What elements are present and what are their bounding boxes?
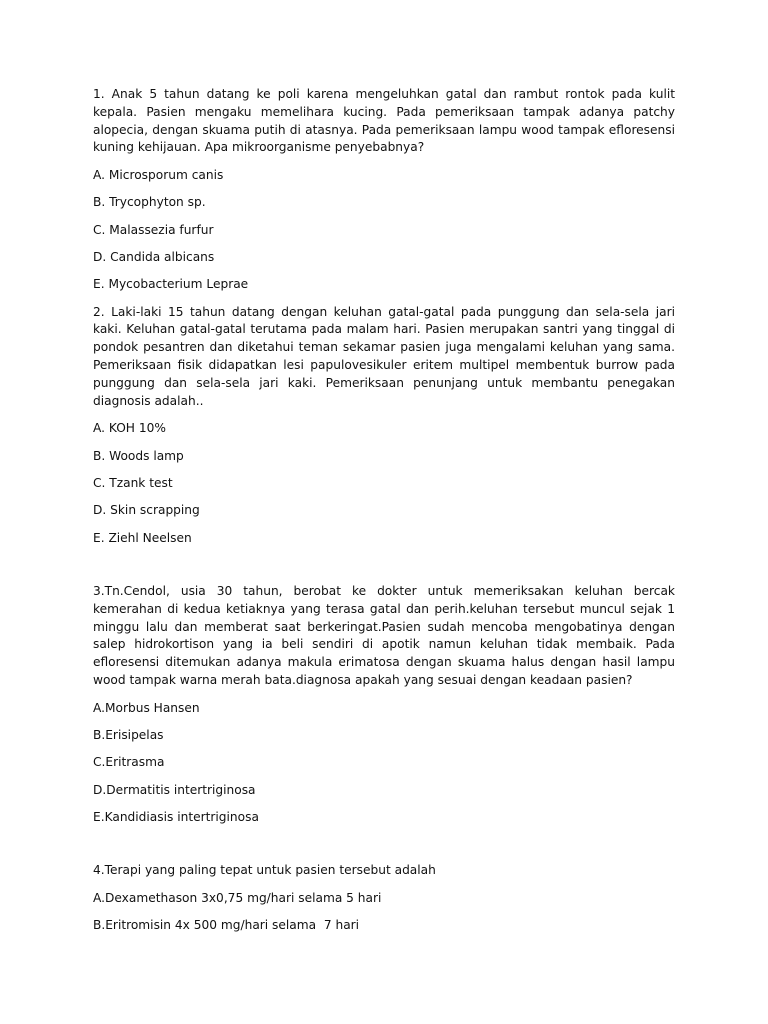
question-text-1: 1. Anak 5 tahun datang ke poli karena mengeluhkan gatal dan rambut rontok pada kulit kepala. Pasien mengaku memelihara kucing. Pada pemeriksaan tampak adanya patchy alopecia, dengan skuama putih di atasnya. Pada pemeriksaan lampu wood tampak efloresensi kuning kehijauan. Apa mikroorganisme penyebabnya? [93,87,675,155]
spacer [93,836,675,862]
question-text-3: 3.Tn.Cendol, usia 30 tahun, berobat ke dokter untuk memeriksakan keluhan bercak kemerahan di kedua ketiaknya yang terasa gatal dan perih.keluhan tersebut muncul sejak 1 minggu lalu dan memberat saat berkeringat.Pasien sudah mencoba mengobatinya dengan salep hidrokortison yang ia beli sendiri di apotik namun keluhan tidak membaik. Pada efloresensi ditemukan adanya makula erimatosa dengan skuama halus dengan hasil lampu wood tampak warna merah bata.diagnosa apakah yang sesuai dengan keadaan pasien? [93,583,675,687]
question-text-4: 4.Terapi yang paling tepat untuk pasien tersebut adalah [93,863,436,878]
option-2b: B. Woods lamp [93,448,184,463]
document-page [93,86,675,945]
option-4b: B.Eritromisin 4x 500 mg/hari selama 7 hari [93,918,360,933]
question-block-1 [93,86,675,294]
option-3b: B.Erisipelas [93,728,164,743]
option-1e: E. Mycobacterium Leprae [93,277,249,292]
option-1a: A. Microsporum canis [93,168,224,183]
option-2a: A. KOH 10% [93,421,166,436]
option-1d: D. Candida albicans [93,250,215,265]
option-3e: E.Kandidiasis intertriginosa [93,809,259,824]
question-block-3 [93,583,675,827]
option-2c: C. Tzank test [93,476,173,491]
option-1c: C. Malassezia furfur [93,222,214,237]
question-block-2 [93,304,675,548]
spacer [93,557,675,583]
option-3a: A.Morbus Hansen [93,700,200,715]
question-text-2: 2. Laki-laki 15 tahun datang dengan keluhan gatal-gatal pada punggung dan sela-sela jari kaki. Keluhan gatal-gatal terutama pada malam hari. Pasien merupakan santri yang tinggal di pondok pesantren dan diketahui teman sekamar pasien juga mengalami keluhan yang sama. Pemeriksaan fisik didapatkan lesi papulovesikuler eritem multipel membentuk burrow pada punggung dan sela-sela jari kaki. Pemeriksaan penunjang untuk membantu penegakan diagnosis adalah.. [93,304,675,408]
option-3c: C.Eritrasma [93,755,165,770]
option-2e: E. Ziehl Neelsen [93,530,192,545]
option-3d: D.Dermatitis intertriginosa [93,782,256,797]
option-4a: A.Dexamethason 3x0,75 mg/hari selama 5 hari [93,891,382,905]
option-2d: D. Skin scrapping [93,503,200,518]
option-1b: B. Trycophyton sp. [93,195,206,210]
question-block-4 [93,862,675,935]
